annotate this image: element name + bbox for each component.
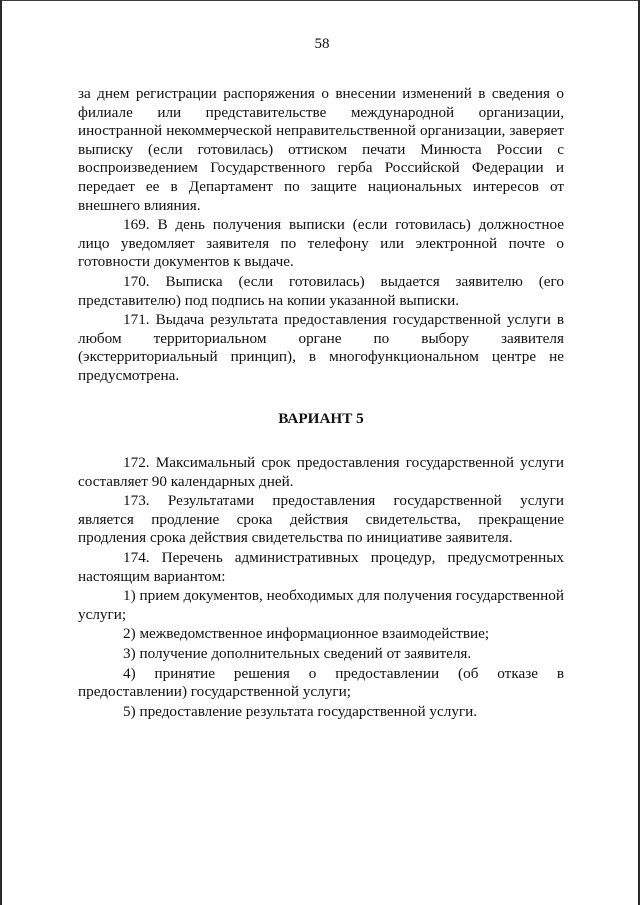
paragraph-170: 170. Выписка (если готовилась) выдается заявителю (его представителю) под подпись на копии указанной выписки. xyxy=(78,272,564,309)
list-item-4: 4) принятие решения о предоставлении (об отказе в предоставлении) государственной услуги; xyxy=(78,664,564,701)
paragraph-171: 171. Выдача результата предоставления государственной услуги в любом территориальном органе по выбору заявителя (экстерриториальный принцип), в многофункциональном центре не предусмотрена. xyxy=(78,311,564,384)
paragraph-173: 173. Результатами предоставления государственной услуги является продление срока действия свидетельства, прекращение продления срока действия свидетельства по инициативе заявителя. xyxy=(78,492,564,547)
paragraph-continued: за днем регистрации распоряжения о внесении изменений в сведения о филиале или представительстве международной организации, иностранной некоммерческой неправительственной организации, заверяет выписку (если готовилась) оттиском печати Минюста России с воспроизведением Государственного герба Российской Федерации и передает ее в Департамент по защите национальных интересов от внешнего влияния. xyxy=(78,85,564,214)
document-body xyxy=(78,85,564,721)
list-item-3: 3) получение дополнительных сведений от заявителя. xyxy=(123,645,472,663)
section-heading: ВАРИАНТ 5 xyxy=(278,409,364,427)
list-item-5: 5) предоставление результата государственной услуги. xyxy=(123,702,478,720)
page-number: 58 xyxy=(314,36,330,52)
paragraph-172: 172. Максимальный срок предоставления государственной услуги составляет 90 календарных дней. xyxy=(78,454,564,490)
paragraph-174: 174. Перечень административных процедур, предусмотренных настоящим вариантом: xyxy=(78,549,564,585)
list-item-2: 2) межведомственное информационное взаимодействие; xyxy=(123,625,490,643)
list-item-1: 1) прием документов, необходимых для получения государственной услуги; xyxy=(78,587,564,623)
paragraph-169: 169. В день получения выписки (если готовилась) должностное лицо уведомляет заявителя по телефону или электронной почте о готовности документов к выдаче. xyxy=(78,216,564,271)
